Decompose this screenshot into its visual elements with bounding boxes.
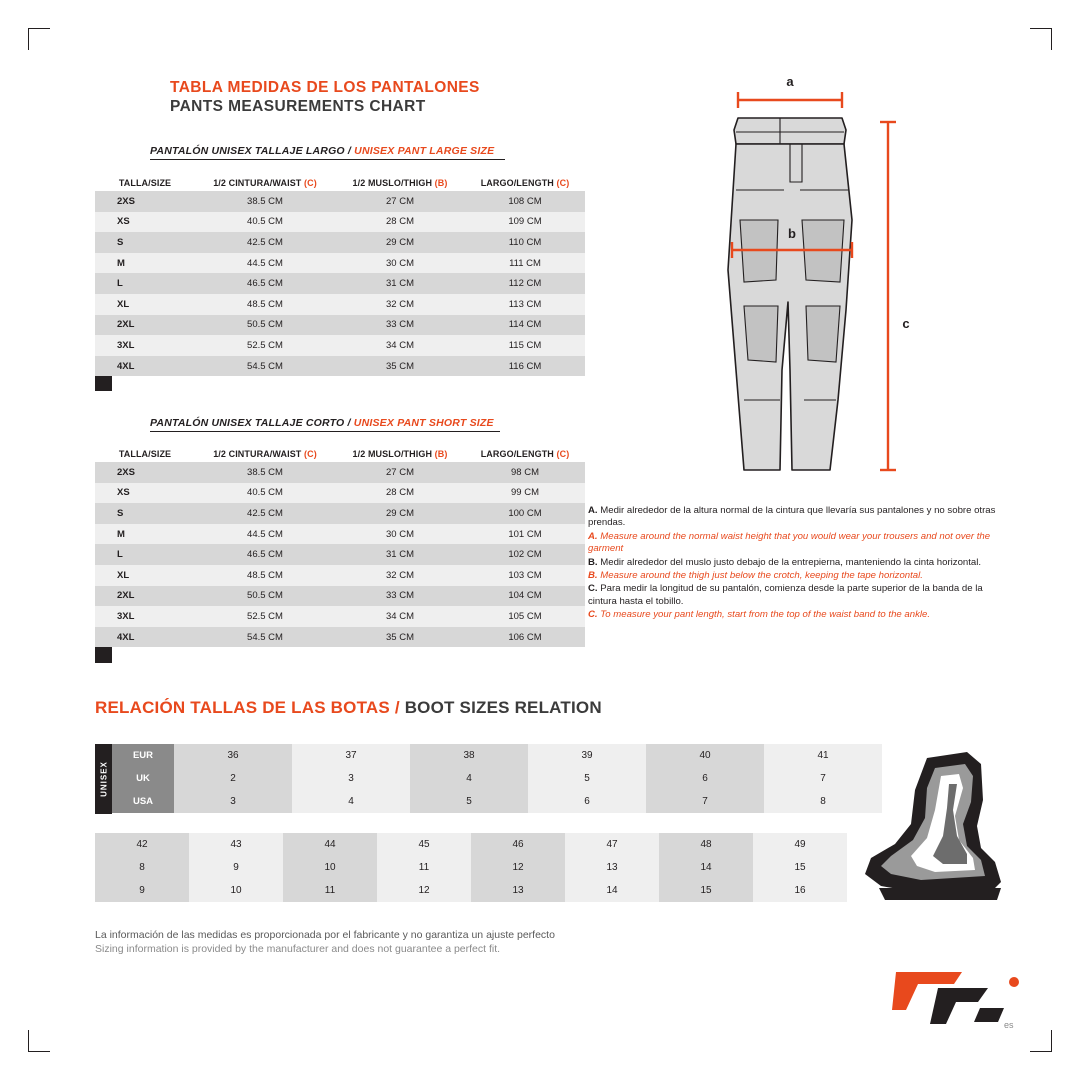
column-header: 1/2 MUSLO/THIGH (B)	[335, 445, 465, 462]
boot-size-cell: 10	[189, 879, 283, 902]
boot-sizes-table-part2	[95, 833, 847, 902]
waist-cell: 48.5 CM	[195, 565, 335, 586]
size-cell: M	[95, 524, 195, 545]
size-cell: 3XL	[95, 606, 195, 627]
length-cell: 98 CM	[465, 462, 585, 483]
boot-size-cell: 13	[565, 856, 659, 879]
length-cell: 114 CM	[465, 315, 585, 336]
waist-cell: 54.5 CM	[195, 356, 335, 377]
table-row	[95, 544, 585, 565]
length-cell: 106 CM	[465, 627, 585, 648]
boot-size-cell: 9	[95, 879, 189, 902]
crop-mark	[28, 1030, 29, 1052]
footer-disclaimer	[95, 928, 555, 956]
crop-mark	[1030, 28, 1052, 29]
boot-size-cell: 42	[95, 833, 189, 856]
measurement-notes	[588, 505, 1008, 623]
size-cell: S	[95, 232, 195, 253]
length-cell: 116 CM	[465, 356, 585, 377]
table-header-row	[95, 445, 585, 462]
length-cell: 105 CM	[465, 606, 585, 627]
boot-size-cell: 36	[174, 744, 292, 767]
waist-cell: 46.5 CM	[195, 544, 335, 565]
thigh-cell: 34 CM	[335, 606, 465, 627]
boot-table-row	[112, 790, 882, 813]
size-cell: L	[95, 544, 195, 565]
footer-line-en: Sizing information is provided by the manufacturer and does not guarantee a perfect fit.	[95, 943, 501, 955]
boot-size-cell: 14	[565, 879, 659, 902]
boot-table-row	[112, 767, 882, 790]
boot-size-cell: 5	[410, 790, 528, 813]
boot-size-cell: 46	[471, 833, 565, 856]
boot-size-cell: 4	[410, 767, 528, 790]
table-row	[95, 273, 585, 294]
boot-row-label: EUR	[112, 744, 174, 767]
boot-size-cell: 48	[659, 833, 753, 856]
boot-section-title	[95, 698, 602, 718]
length-cell: 113 CM	[465, 294, 585, 315]
boot-size-cell: 15	[753, 856, 847, 879]
column-header: 1/2 MUSLO/THIGH (B)	[335, 174, 465, 191]
table-row	[95, 315, 585, 336]
footer-line-es: La información de las medidas es proporcionada por el fabricante y no garantiza un ajuste perfecto	[95, 929, 555, 941]
boot-size-cell: 49	[753, 833, 847, 856]
size-cell: 3XL	[95, 335, 195, 356]
table-row	[95, 232, 585, 253]
waist-cell: 40.5 CM	[195, 483, 335, 504]
thigh-cell: 33 CM	[335, 315, 465, 336]
table-row	[95, 462, 585, 483]
table-row	[95, 483, 585, 504]
boot-table-side-label-text: UNISEX	[99, 761, 108, 797]
boot-table-row	[95, 833, 847, 856]
table-row	[95, 212, 585, 233]
table-row	[95, 191, 585, 212]
thigh-cell: 35 CM	[335, 356, 465, 377]
length-cell: 101 CM	[465, 524, 585, 545]
brand-logo	[892, 966, 1032, 1032]
boot-size-cell: 16	[753, 879, 847, 902]
boot-size-cell: 3	[174, 790, 292, 813]
thigh-cell: 35 CM	[335, 627, 465, 648]
length-cell: 112 CM	[465, 273, 585, 294]
length-cell: 104 CM	[465, 586, 585, 607]
boot-size-cell: 7	[646, 790, 764, 813]
measurement-note: A. Measure around the normal waist height that you would wear your trousers and not over the garment	[588, 530, 991, 555]
waist-cell: 52.5 CM	[195, 606, 335, 627]
waist-cell: 38.5 CM	[195, 191, 335, 212]
crop-mark	[28, 1051, 50, 1052]
crop-mark	[1030, 1051, 1052, 1052]
short-size-subtitle-en: UNISEX PANT SHORT SIZE	[353, 417, 494, 429]
thigh-cell: 28 CM	[335, 483, 465, 504]
waist-cell: 38.5 CM	[195, 462, 335, 483]
length-cell: 110 CM	[465, 232, 585, 253]
boot-size-cell: 43	[189, 833, 283, 856]
boot-size-cell: 12	[377, 879, 471, 902]
boot-size-cell: 39	[528, 744, 646, 767]
table-row	[95, 335, 585, 356]
boot-size-cell: 10	[283, 856, 377, 879]
page-title	[170, 78, 480, 116]
length-cell: 99 CM	[465, 483, 585, 504]
boot-size-cell: 41	[764, 744, 882, 767]
length-cell: 100 CM	[465, 503, 585, 524]
boot-size-cell: 11	[283, 879, 377, 902]
measurement-note: C. Para medir la longitud de su pantalón, comienza desde la parte superior de la banda de la cintura hasta el tobillo.	[588, 583, 983, 607]
boot-row-label: UK	[112, 767, 174, 790]
pants-short-size-table	[95, 445, 585, 647]
boot-illustration-svg	[855, 740, 1025, 910]
boot-table-side-label	[95, 744, 112, 814]
measurement-note: A. Medir alrededor de la altura normal de la cintura que llevaría sus pantalones y no sobre otras prendas.	[588, 505, 996, 529]
boot-size-cell: 3	[292, 767, 410, 790]
boot-size-cell: 12	[471, 856, 565, 879]
boot-size-cell: 47	[565, 833, 659, 856]
table-row	[95, 565, 585, 586]
boot-size-cell: 44	[283, 833, 377, 856]
size-cell: M	[95, 253, 195, 274]
table-row	[95, 606, 585, 627]
size-cell: 2XL	[95, 315, 195, 336]
thigh-cell: 31 CM	[335, 544, 465, 565]
page-title-es: TABLA MEDIDAS DE LOS PANTALONES	[170, 79, 480, 96]
measurement-note: B. Measure around the thigh just below the crotch, keeping the tape horizontal.	[588, 570, 923, 582]
column-header: TALLA/SIZE	[95, 174, 195, 191]
boot-table-row	[95, 856, 847, 879]
boot-size-cell: 11	[377, 856, 471, 879]
length-cell: 108 CM	[465, 191, 585, 212]
pants-long-size-table	[95, 174, 585, 376]
table-row	[95, 356, 585, 377]
diagram-label-a: a	[786, 74, 794, 89]
length-cell: 115 CM	[465, 335, 585, 356]
size-cell: XL	[95, 565, 195, 586]
crop-mark	[28, 28, 50, 29]
length-cell: 109 CM	[465, 212, 585, 233]
boot-size-cell: 37	[292, 744, 410, 767]
boot-size-cell: 7	[764, 767, 882, 790]
boot-size-cell: 13	[471, 879, 565, 902]
thigh-cell: 27 CM	[335, 191, 465, 212]
svg-text:es: es	[1004, 1020, 1014, 1030]
crop-mark	[1051, 28, 1052, 50]
crop-mark	[28, 28, 29, 50]
thigh-cell: 32 CM	[335, 294, 465, 315]
column-header: LARGO/LENGTH (C)	[465, 174, 585, 191]
boot-size-cell: 6	[528, 790, 646, 813]
column-header: TALLA/SIZE	[95, 445, 195, 462]
column-header: 1/2 CINTURA/WAIST (C)	[195, 174, 335, 191]
boot-size-cell: 4	[292, 790, 410, 813]
size-cell: XS	[95, 212, 195, 233]
column-header: 1/2 CINTURA/WAIST (C)	[195, 445, 335, 462]
boot-size-cell: 8	[95, 856, 189, 879]
thigh-cell: 32 CM	[335, 565, 465, 586]
long-size-subtitle	[150, 145, 550, 157]
boot-size-cell: 6	[646, 767, 764, 790]
boot-size-cell: 40	[646, 744, 764, 767]
size-cell: 2XS	[95, 191, 195, 212]
table-row	[95, 253, 585, 274]
length-cell: 111 CM	[465, 253, 585, 274]
long-size-subtitle-en: UNISEX PANT LARGE SIZE	[354, 145, 495, 157]
size-cell: 4XL	[95, 356, 195, 377]
size-cell: S	[95, 503, 195, 524]
table-header-row	[95, 174, 585, 191]
boot-size-cell: 9	[189, 856, 283, 879]
boot-table-row	[112, 744, 882, 767]
waist-cell: 42.5 CM	[195, 503, 335, 524]
thigh-cell: 33 CM	[335, 586, 465, 607]
boot-sizes-table-part1	[112, 744, 882, 813]
table-row	[95, 586, 585, 607]
waist-cell: 44.5 CM	[195, 524, 335, 545]
diagram-label-b: b	[788, 226, 796, 241]
crop-mark	[1051, 1030, 1052, 1052]
boot-row-label: USA	[112, 790, 174, 813]
pants-diagram	[640, 70, 970, 490]
waist-cell: 46.5 CM	[195, 273, 335, 294]
short-size-subtitle-es: PANTALÓN UNISEX TALLAJE CORTO /	[150, 417, 351, 429]
short-size-subtitle	[150, 417, 550, 429]
thigh-cell: 30 CM	[335, 524, 465, 545]
brand-logo-svg	[892, 966, 1032, 1032]
waist-cell: 44.5 CM	[195, 253, 335, 274]
boot-size-cell: 14	[659, 856, 753, 879]
length-cell: 103 CM	[465, 565, 585, 586]
thigh-cell: 27 CM	[335, 462, 465, 483]
table-row	[95, 524, 585, 545]
boot-size-cell: 8	[764, 790, 882, 813]
boot-section-title-en: BOOT SIZES RELATION	[404, 698, 602, 717]
size-cell: XL	[95, 294, 195, 315]
thigh-cell: 30 CM	[335, 253, 465, 274]
waist-cell: 40.5 CM	[195, 212, 335, 233]
boot-size-cell: 5	[528, 767, 646, 790]
boot-size-cell: 15	[659, 879, 753, 902]
boot-illustration	[855, 740, 1025, 910]
boot-size-cell: 45	[377, 833, 471, 856]
boot-section-title-es: RELACIÓN TALLAS DE LAS BOTAS /	[95, 698, 400, 717]
long-size-subtitle-es: PANTALÓN UNISEX TALLAJE LARGO /	[150, 145, 352, 157]
waist-cell: 54.5 CM	[195, 627, 335, 648]
diagram-label-c: c	[902, 316, 910, 331]
size-cell: XS	[95, 483, 195, 504]
thigh-cell: 28 CM	[335, 212, 465, 233]
waist-cell: 50.5 CM	[195, 315, 335, 336]
table-row	[95, 503, 585, 524]
boot-size-cell: 38	[410, 744, 528, 767]
waist-cell: 50.5 CM	[195, 586, 335, 607]
table-row	[95, 294, 585, 315]
size-cell: L	[95, 273, 195, 294]
size-cell: 2XS	[95, 462, 195, 483]
thigh-cell: 29 CM	[335, 232, 465, 253]
waist-cell: 52.5 CM	[195, 335, 335, 356]
measurement-note: C. To measure your pant length, start from the top of the waist band to the ankle.	[588, 609, 931, 621]
waist-cell: 42.5 CM	[195, 232, 335, 253]
page-title-en: PANTS MEASUREMENTS CHART	[170, 98, 426, 115]
length-cell: 102 CM	[465, 544, 585, 565]
boot-table-row	[95, 879, 847, 902]
table-row	[95, 627, 585, 648]
waist-cell: 48.5 CM	[195, 294, 335, 315]
thigh-cell: 29 CM	[335, 503, 465, 524]
pants-diagram-svg	[640, 70, 970, 490]
size-cell: 4XL	[95, 627, 195, 648]
thigh-cell: 34 CM	[335, 335, 465, 356]
thigh-cell: 31 CM	[335, 273, 465, 294]
measurement-note: B. Medir alrededor del muslo justo debajo de la entrepierna, manteniendo la cinta horizontal.	[588, 556, 982, 568]
column-header: LARGO/LENGTH (C)	[465, 445, 585, 462]
boot-size-cell: 2	[174, 767, 292, 790]
size-cell: 2XL	[95, 586, 195, 607]
